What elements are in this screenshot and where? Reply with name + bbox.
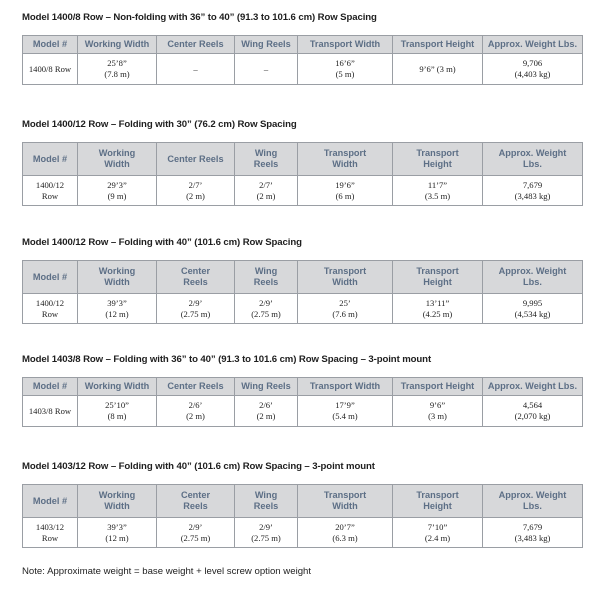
col-header-weight: Approx. Weight Lbs.: [483, 261, 583, 294]
section-1403-8-row: [22, 354, 582, 421]
col-header-working-width: Working Width: [78, 143, 157, 176]
col-header-transport-width: Transport Width: [298, 485, 393, 518]
col-header-weight: Approx. Weight Lbs.: [483, 378, 583, 396]
spec-table: [22, 260, 583, 324]
col-header-weight: Approx. Weight Lbs.: [483, 36, 583, 54]
cell-model: 1403/12 Row: [23, 518, 78, 548]
header-row: [23, 143, 583, 176]
col-header-model: Model #: [23, 378, 78, 396]
table-row: [23, 54, 583, 85]
spec-table: [22, 484, 583, 548]
spec-table: [22, 377, 583, 427]
cell-weight: 7,679 (3,483 kg): [483, 176, 583, 206]
cell-transport-height: 7’10” (2.4 m): [393, 518, 483, 548]
section-1403-12-row: [22, 461, 582, 543]
col-header-wing-reels: Wing Reels: [235, 36, 298, 54]
section-title: Model 1403/8 Row – Folding with 36” to 40” (91.3 to 101.6 cm) Row Spacing – 3-point mount: [22, 354, 432, 365]
cell-weight: 9,706 (4,403 kg): [483, 54, 583, 85]
cell-center-reels: 2/6’ (2 m): [157, 396, 235, 427]
col-header-transport-height: Transport Height: [393, 378, 483, 396]
table-row: [23, 294, 583, 324]
col-header-transport-height: Transport Height: [393, 485, 483, 518]
section-1400-12-row-40: [22, 237, 582, 319]
col-header-transport-width: Transport Width: [298, 261, 393, 294]
col-header-transport-width: Transport Width: [298, 36, 393, 54]
cell-working-width: 39’3” (12 m): [78, 518, 157, 548]
cell-model: 1400/12 Row: [23, 294, 78, 324]
section-title: Model 1400/12 Row – Folding with 40” (101.6 cm) Row Spacing: [22, 237, 302, 248]
cell-model: 1400/8 Row: [23, 54, 78, 85]
cell-working-width: 25’10” (8 m): [78, 396, 157, 427]
footnote: Note: Approximate weight = base weight + level screw option weight: [22, 566, 312, 577]
col-header-wing-reels: Wing Reels: [235, 261, 298, 294]
cell-transport-height: 9’6” (3 m): [393, 54, 483, 85]
header-row: [23, 36, 583, 54]
cell-working-width: 39’3” (12 m): [78, 294, 157, 324]
section-title: Model 1400/8 Row – Non-folding with 36” to 40” (91.3 to 101.6 cm) Row Spacing: [22, 12, 377, 23]
col-header-center-reels: Center Reels: [157, 485, 235, 518]
cell-weight: 4,564 (2,070 kg): [483, 396, 583, 427]
cell-transport-height: 11’7” (3.5 m): [393, 176, 483, 206]
cell-transport-width: 16’6” (5 m): [298, 54, 393, 85]
cell-transport-height: 9’6” (3 m): [393, 396, 483, 427]
cell-transport-width: 17’9” (5.4 m): [298, 396, 393, 427]
cell-model: 1403/8 Row: [23, 396, 78, 427]
col-header-model: Model #: [23, 485, 78, 518]
col-header-working-width: Working Width: [78, 261, 157, 294]
col-header-transport-height: Transport Height: [393, 143, 483, 176]
cell-transport-width: 20’7” (6.3 m): [298, 518, 393, 548]
table-row: [23, 396, 583, 427]
header-row: [23, 485, 583, 518]
spec-table: [22, 35, 583, 85]
cell-wing-reels: 2/6’ (2 m): [235, 396, 298, 427]
col-header-wing-reels: Wing Reels: [235, 143, 298, 176]
cell-weight: 9,995 (4,534 kg): [483, 294, 583, 324]
section-title: Model 1403/12 Row – Folding with 40” (101.6 cm) Row Spacing – 3-point mount: [22, 461, 375, 472]
col-header-model: Model #: [23, 143, 78, 176]
section-1400-8-row: [22, 12, 582, 79]
col-header-center-reels: Center Reels: [157, 378, 235, 396]
col-header-transport-height: Transport Height: [393, 36, 483, 54]
cell-transport-height: 13’11” (4.25 m): [393, 294, 483, 324]
cell-center-reels: –: [157, 54, 235, 85]
col-header-weight: Approx. Weight Lbs.: [483, 143, 583, 176]
col-header-wing-reels: Wing Reels: [235, 485, 298, 518]
table-row: [23, 176, 583, 206]
col-header-model: Model #: [23, 261, 78, 294]
col-header-working-width: Working Width: [78, 378, 157, 396]
cell-center-reels: 2/9’ (2.75 m): [157, 518, 235, 548]
col-header-center-reels: Center Reels: [157, 36, 235, 54]
cell-wing-reels: 2/9’ (2.75 m): [235, 294, 298, 324]
col-header-center-reels: Center Reels: [157, 261, 235, 294]
table-row: [23, 518, 583, 548]
cell-center-reels: 2/7’ (2 m): [157, 176, 235, 206]
section-1400-12-row-30: [22, 119, 582, 201]
cell-working-width: 25’8” (7.8 m): [78, 54, 157, 85]
header-row: [23, 378, 583, 396]
cell-weight: 7,679 (3,483 kg): [483, 518, 583, 548]
col-header-transport-width: Transport Width: [298, 143, 393, 176]
cell-wing-reels: 2/7’ (2 m): [235, 176, 298, 206]
cell-center-reels: 2/9’ (2.75 m): [157, 294, 235, 324]
col-header-model: Model #: [23, 36, 78, 54]
col-header-center-reels: Center Reels: [157, 143, 235, 176]
header-row: [23, 261, 583, 294]
col-header-working-width: Working Width: [78, 36, 157, 54]
col-header-working-width: Working Width: [78, 485, 157, 518]
cell-wing-reels: 2/9’ (2.75 m): [235, 518, 298, 548]
col-header-weight: Approx. Weight Lbs.: [483, 485, 583, 518]
cell-model: 1400/12 Row: [23, 176, 78, 206]
cell-transport-width: 25’ (7.6 m): [298, 294, 393, 324]
cell-working-width: 29’3” (9 m): [78, 176, 157, 206]
spec-table: [22, 142, 583, 206]
col-header-wing-reels: Wing Reels: [235, 378, 298, 396]
cell-wing-reels: –: [235, 54, 298, 85]
col-header-transport-height: Transport Height: [393, 261, 483, 294]
section-title: Model 1400/12 Row – Folding with 30” (76.2 cm) Row Spacing: [22, 119, 297, 130]
col-header-transport-width: Transport Width: [298, 378, 393, 396]
cell-transport-width: 19’6” (6 m): [298, 176, 393, 206]
